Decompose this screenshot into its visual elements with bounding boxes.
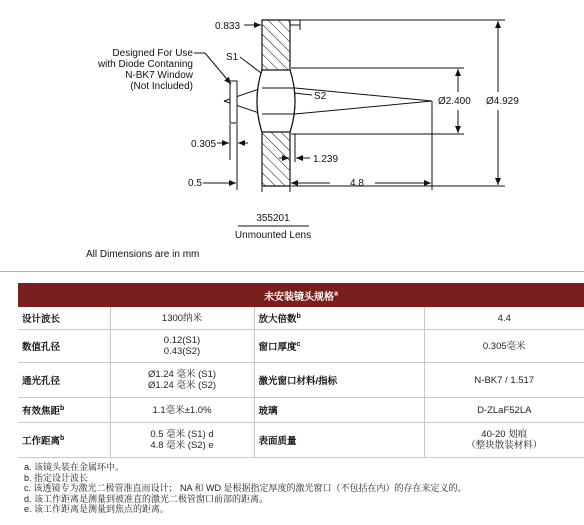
dim-05-48 (188, 101, 432, 192)
table-row (18, 363, 584, 398)
dim-05-label: 0.5 (188, 178, 202, 189)
dim-1239-label: 1.239 (313, 154, 339, 165)
table-title-text: 未安装镜头规格 (264, 291, 335, 303)
table-row (18, 423, 584, 458)
s1-label: S1 (226, 52, 239, 63)
footnote-d: d. 该工作距离是测量到被准直的激光二极管窗口前部的距离。 (24, 493, 269, 504)
row-value: Ø1.24 毫米 (S1) Ø1.24 毫米 (S2) (110, 363, 254, 398)
row-label: 放大倍数$^b$ (254, 307, 424, 330)
row-label: 表面质量 (254, 423, 424, 458)
part-number: 355201 (256, 213, 290, 224)
all-dimensions-note: All Dimensions are in mm (86, 249, 200, 260)
table-row (18, 307, 584, 330)
dim-0833-label: 0.833 (215, 21, 241, 32)
row-label: 数值孔径 (18, 330, 110, 363)
row-value: 4.4 (424, 307, 584, 330)
dim-48-label: 4.8 (350, 178, 364, 189)
row-value: 1.1毫米±1.0% (110, 398, 254, 423)
row-label: 激光窗口材料/指标 (254, 363, 424, 398)
footnote-b: b. 指定设计波长 (24, 472, 89, 483)
spec-table (18, 283, 584, 458)
design-note-line2: with Diode Contaning (97, 59, 193, 70)
footnote-c: c. 该透镜专为激光二极管准直而设计； NA 和 WD 是根据指定厚度的激光窗口（不包括在内）的存在来定义的。 (24, 483, 467, 494)
row-value: 40-20 划痕 （整块散装材料） (424, 423, 584, 458)
row-label: 设计波长 (18, 307, 110, 330)
design-note (97, 48, 231, 92)
beam-lines (224, 88, 432, 114)
dia-2400-label: Ø2.400 (438, 96, 471, 107)
lens-drawing (0, 0, 584, 250)
lens-ring (257, 20, 295, 186)
row-label: 有效焦距$^b$ (18, 398, 110, 423)
row-value: N-BK7 / 1.517 (424, 363, 584, 398)
row-value: D-ZLaF52LA (424, 398, 584, 423)
footnotes (24, 462, 467, 515)
table-title-sup: a (334, 290, 338, 298)
design-note-line4: (Not Included) (130, 81, 193, 92)
row-value: 1300纳米 (110, 307, 254, 330)
footnote-a: a. 该镜头装在金属环中。 (24, 462, 125, 472)
row-value: 0.12(S1) 0.43(S2) (110, 330, 254, 363)
row-value: 0.305毫米 (424, 330, 584, 363)
part-desc: Unmounted Lens (234, 230, 312, 241)
table-row (18, 330, 584, 363)
design-note-line3: N-BK7 Window (125, 70, 193, 81)
design-note-line1: Designed For Use (112, 48, 193, 59)
table-row (18, 398, 584, 423)
row-label: 通光孔径 (18, 363, 110, 398)
footnote-e: e. 该工作距离是测量到焦点的距离。 (24, 504, 170, 515)
s2-label: S2 (314, 91, 327, 102)
row-value: 0.5 毫米 (S1) d 4.8 毫米 (S2) e (110, 423, 254, 458)
dia-4929-label: Ø4.929 (486, 96, 519, 107)
part-block (235, 213, 311, 241)
divider (0, 271, 584, 272)
dim-0305-label: 0.305 (191, 139, 217, 150)
diode-window (230, 81, 237, 123)
row-label: 工作距离$^b$ (18, 423, 110, 458)
dim-0305 (191, 124, 248, 160)
row-label: 玻璃 (254, 398, 424, 423)
table-title (18, 283, 584, 307)
row-label: 窗口厚度$^c$ (254, 330, 424, 363)
